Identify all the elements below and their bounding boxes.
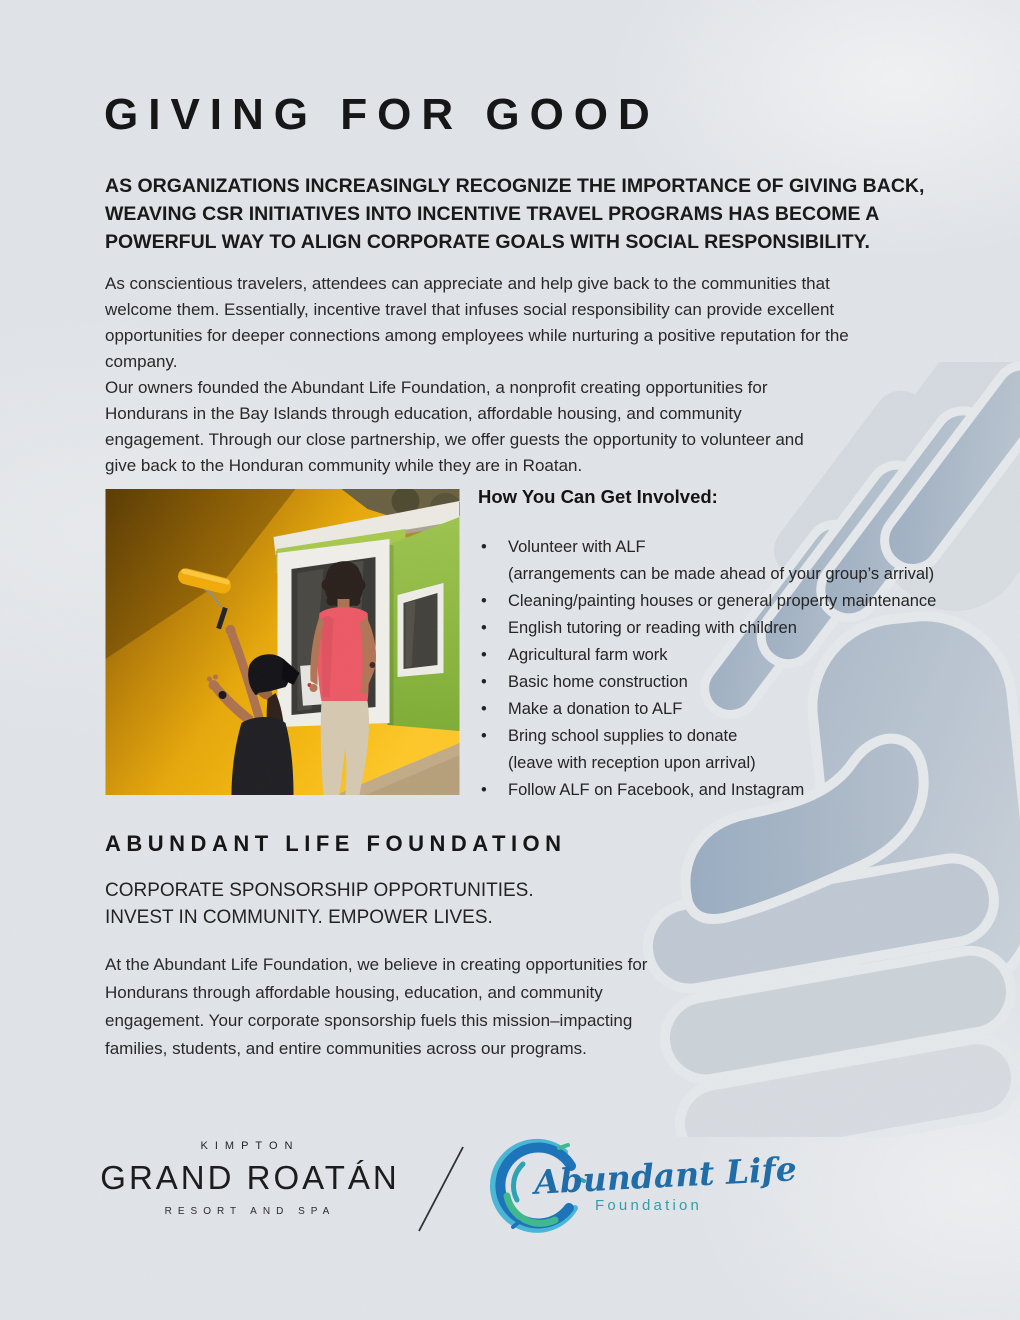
body-paragraph-1: As conscientious travelers, attendees can appreciate and help give back to the communities that welcome them. Essentially, incentive travel that infuses social responsibility can provide excellent opportunities for deeper connections among employees while nurturing a positive reputation for the company.: [105, 274, 849, 371]
kimpton-brand: KIMPTON: [200, 1140, 300, 1152]
list-item: • Follow ALF on Facebook, and Instagram: [478, 777, 978, 804]
foundation-heading: ABUNDANT LIFE FOUNDATION: [105, 831, 567, 856]
volunteer-photo: [105, 489, 460, 795]
list-item: • Bring school supplies to donate (leave with reception upon arrival): [478, 723, 978, 777]
abundant-life-wordmark: Abundant Life: [533, 1149, 798, 1202]
page-title: GIVING FOR GOOD: [104, 90, 660, 139]
list-item: • Basic home construction: [478, 669, 978, 696]
kimpton-name: GRAND ROATÁN: [100, 1159, 400, 1196]
abundant-life-foundation-label: Foundation: [595, 1197, 703, 1214]
involvement-list: [478, 534, 978, 804]
kimpton-tagline: RESORT AND SPA: [164, 1206, 336, 1217]
list-item-note: (arrangements can be made ahead of your group’s arrival): [508, 565, 935, 583]
list-item-note: (leave with reception upon arrival): [508, 754, 756, 772]
foundation-paragraph: At the Abundant Life Foundation, we believe in creating opportunities for Hondurans through affordable housing, education, and community engagement. Your corporate sponsorship fuels this mission–impacting families, students, and entire communities across our programs.: [105, 955, 648, 1058]
list-item: • Agricultural farm work: [478, 642, 978, 669]
tagline-line-1: CORPORATE SPONSORSHIP OPPORTUNITIES.: [105, 880, 534, 901]
list-item: • Make a donation to ALF: [478, 696, 978, 723]
list-item: • Volunteer with ALF (arrangements can be made ahead of your group’s arrival): [478, 534, 978, 588]
involvement-heading: How You Can Get Involved:: [478, 486, 718, 507]
involvement-section: [478, 486, 978, 804]
foundation-tagline: [105, 877, 534, 931]
list-item: • Cleaning/painting houses or general property maintenance: [478, 588, 978, 615]
lead-paragraph: AS ORGANIZATIONS INCREASINGLY RECOGNIZE THE IMPORTANCE OF GIVING BACK, WEAVING CSR INITIATIVES INTO INCENTIVE TRAVEL PROGRAMS HAS BECOME A POWERFUL WAY TO ALIGN CORPORATE GOALS WITH SOCIAL RESPONSIBILITY.: [105, 175, 925, 253]
slash-divider: [413, 1143, 473, 1235]
list-item: • English tutoring or reading with children: [478, 615, 978, 642]
kimpton-grand-roatan-logo: [100, 1140, 400, 1217]
tagline-line-2: INVEST IN COMMUNITY. EMPOWER LIVES.: [105, 907, 493, 928]
body-paragraph-2: Our owners founded the Abundant Life Foundation, a nonprofit creating opportunities for Hondurans in the Bay Islands through education, affordable housing, and community engagement. Through our close partnership, we offer guests the opportunity to volunteer and give back to the Honduran community while they are in Roatan.: [105, 378, 804, 475]
